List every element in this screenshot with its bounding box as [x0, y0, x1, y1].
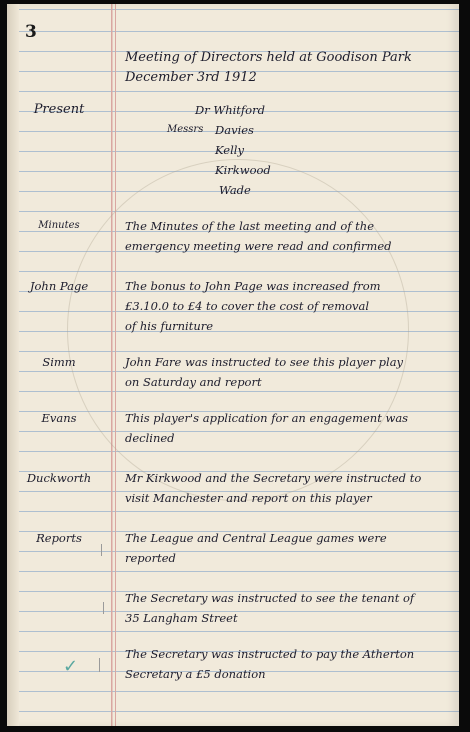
minute-entry — [125, 276, 381, 336]
entry-line: 35 Langham Street — [125, 611, 238, 625]
margin-label: Minutes — [38, 220, 80, 231]
heading-line: Meeting of Directors held at Goodison Park — [125, 50, 412, 65]
entry-line: reported — [125, 551, 176, 565]
entry-line: The Minutes of the last meeting and of the — [125, 219, 375, 233]
entry-line: The Secretary was instructed to pay the Atherton — [125, 647, 415, 661]
check-mark-icon: ✓ — [63, 656, 79, 677]
entry-line: £3.10.0 to £4 to cover the cost of removal — [125, 299, 370, 313]
present-name: Kelly — [215, 143, 244, 157]
entry-line: The bonus to John Page was increased from — [125, 279, 381, 293]
margin-label: Reports — [36, 531, 82, 545]
messrs-prefix: Messrs — [167, 124, 204, 135]
pencil-mark — [103, 602, 104, 614]
entry-line: Secretary a £5 donation — [125, 667, 266, 681]
minute-entry — [125, 528, 387, 568]
pencil-mark — [99, 658, 100, 672]
present-dr: Dr Whitford — [195, 103, 265, 117]
margin-label-present: Present — [33, 102, 85, 117]
meeting-heading — [125, 48, 412, 88]
entry-line: John Fare was instructed to see this player play — [125, 355, 404, 369]
entry-line: The League and Central League games were — [125, 531, 387, 545]
entry-line: Mr Kirkwood and the Secretary were instructed to — [125, 471, 422, 485]
heading-line: December 3rd 1912 — [125, 70, 257, 85]
pencil-mark — [101, 544, 102, 556]
present-name: Davies — [215, 123, 254, 137]
minute-entry — [125, 644, 414, 684]
minute-entry — [125, 216, 392, 256]
entry-line: This player's application for an engagement was — [125, 411, 409, 425]
entry-line: emergency meeting were read and confirmed — [125, 239, 392, 253]
present-name: Wade — [219, 183, 251, 197]
entry-line: visit Manchester and report on this player — [125, 491, 372, 505]
margin-label: Simm — [42, 355, 76, 369]
entry-line: of his furniture — [125, 319, 214, 333]
entry-line: The Secretary was instructed to see the tenant of — [125, 591, 415, 605]
page-number: 3 — [25, 22, 37, 42]
minute-entry — [125, 588, 414, 628]
ledger-page — [7, 4, 459, 726]
present-name: Kirkwood — [215, 163, 271, 177]
minute-entry — [125, 352, 403, 392]
margin-label: Evans — [41, 411, 77, 425]
minute-entry — [125, 408, 408, 448]
minute-entry — [125, 468, 421, 508]
entry-line: on Saturday and report — [125, 375, 262, 389]
margin-label: Duckworth — [26, 471, 92, 485]
margin-label: John Page — [29, 279, 89, 293]
entry-line: declined — [125, 431, 175, 445]
